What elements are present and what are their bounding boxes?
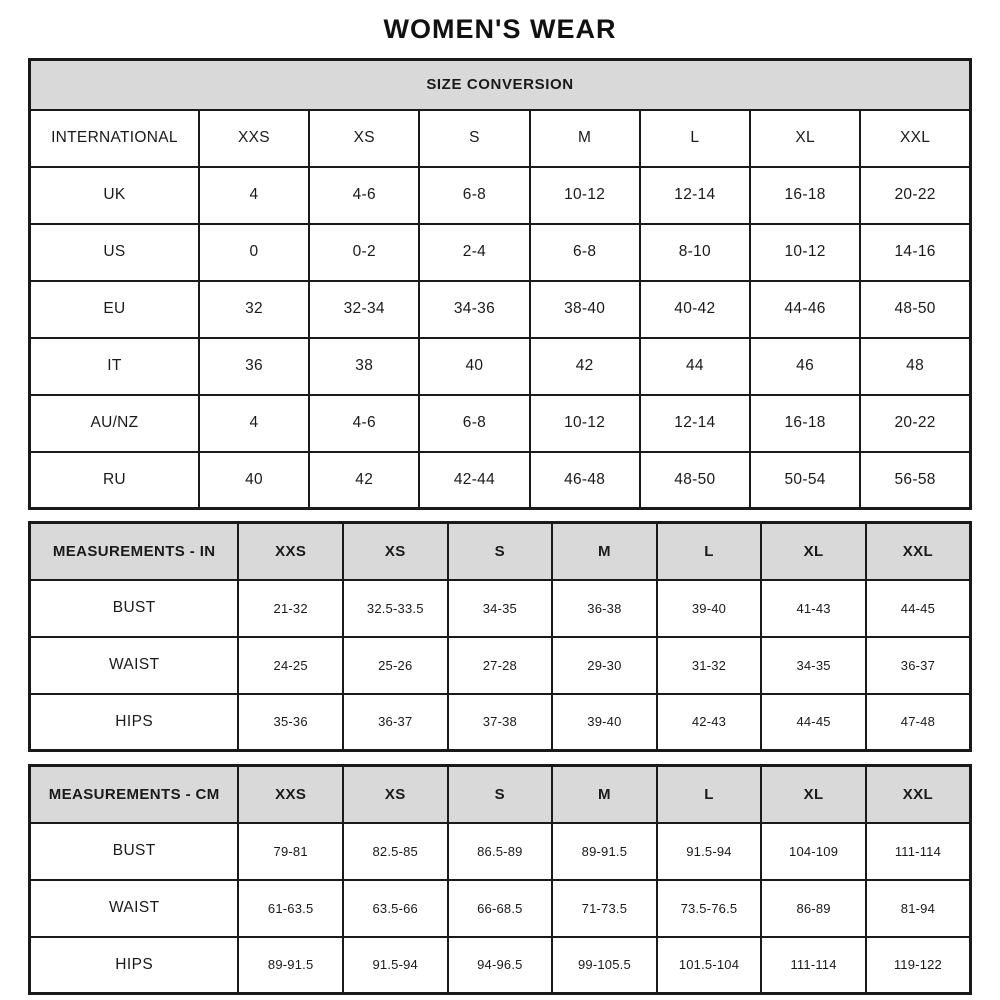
size-cell: 44-46 xyxy=(750,281,860,338)
size-cell: 10-12 xyxy=(530,167,640,224)
measurement-cell: 89-91.5 xyxy=(552,823,657,880)
size-cell: 6-8 xyxy=(419,167,529,224)
size-cell: 14-16 xyxy=(860,224,970,281)
measurement-cell: 101.5-104 xyxy=(657,937,762,994)
measurement-cell: 37-38 xyxy=(448,694,553,751)
measurement-cell: 32.5-33.5 xyxy=(343,580,448,637)
row-label: US xyxy=(30,224,199,281)
size-cell: 44 xyxy=(640,338,750,395)
row-label: IT xyxy=(30,338,199,395)
measurement-cell: 66-68.5 xyxy=(448,880,553,937)
size-cell: 20-22 xyxy=(860,395,970,452)
column-header: XL xyxy=(761,766,866,823)
measurements-in-table xyxy=(28,521,972,752)
measurement-cell: 27-28 xyxy=(448,637,553,694)
table-row xyxy=(30,224,971,281)
measurement-cell: 21-32 xyxy=(238,580,343,637)
size-cell: 0-2 xyxy=(309,224,419,281)
column-header: XXS xyxy=(238,523,343,580)
measurements-cm-table xyxy=(28,764,972,995)
column-header: XL xyxy=(761,523,866,580)
measurement-cell: 71-73.5 xyxy=(552,880,657,937)
measurement-cell: 41-43 xyxy=(761,580,866,637)
row-label: BUST xyxy=(30,823,239,880)
size-cell: XXS xyxy=(199,110,309,167)
size-cell: XL xyxy=(750,110,860,167)
measurement-cell: 91.5-94 xyxy=(657,823,762,880)
size-cell: 20-22 xyxy=(860,167,970,224)
size-cell: 10-12 xyxy=(530,395,640,452)
size-cell: 2-4 xyxy=(419,224,529,281)
measurement-cell: 111-114 xyxy=(761,937,866,994)
size-cell: 38-40 xyxy=(530,281,640,338)
measurement-cell: 89-91.5 xyxy=(238,937,343,994)
size-cell: XXL xyxy=(860,110,970,167)
measurement-cell: 99-105.5 xyxy=(552,937,657,994)
row-label: WAIST xyxy=(30,637,239,694)
table-header-row xyxy=(30,523,971,580)
size-cell: 40 xyxy=(199,452,309,509)
measurement-cell: 36-38 xyxy=(552,580,657,637)
measurements-in-title: MEASUREMENTS - IN xyxy=(30,523,239,580)
measurement-cell: 94-96.5 xyxy=(448,937,553,994)
measurement-cell: 82.5-85 xyxy=(343,823,448,880)
measurement-cell: 24-25 xyxy=(238,637,343,694)
measurement-cell: 86-89 xyxy=(761,880,866,937)
size-cell: XS xyxy=(309,110,419,167)
table-row xyxy=(30,395,971,452)
size-conversion-title: SIZE CONVERSION xyxy=(30,60,971,110)
page-title: WOMEN'S WEAR xyxy=(383,14,617,44)
size-cell: 6-8 xyxy=(419,395,529,452)
measurement-cell: 104-109 xyxy=(761,823,866,880)
table-row xyxy=(30,880,971,937)
size-cell: 56-58 xyxy=(860,452,970,509)
size-cell: 4 xyxy=(199,395,309,452)
measurement-cell: 34-35 xyxy=(761,637,866,694)
measurement-cell: 36-37 xyxy=(343,694,448,751)
table-header-row xyxy=(30,766,971,823)
table-row xyxy=(30,167,971,224)
size-cell: 4-6 xyxy=(309,167,419,224)
size-cell: 32-34 xyxy=(309,281,419,338)
size-conversion-table xyxy=(28,58,972,510)
measurement-cell: 61-63.5 xyxy=(238,880,343,937)
measurement-cell: 81-94 xyxy=(866,880,971,937)
measurement-cell: 73.5-76.5 xyxy=(657,880,762,937)
size-cell: 48-50 xyxy=(640,452,750,509)
size-cell: 12-14 xyxy=(640,167,750,224)
size-cell: 46-48 xyxy=(530,452,640,509)
measurement-cell: 39-40 xyxy=(657,580,762,637)
size-cell: 48-50 xyxy=(860,281,970,338)
measurement-cell: 39-40 xyxy=(552,694,657,751)
table-row xyxy=(30,452,971,509)
table-row xyxy=(30,60,971,110)
size-cell: 6-8 xyxy=(530,224,640,281)
size-cell: 42 xyxy=(530,338,640,395)
row-label: AU/NZ xyxy=(30,395,199,452)
row-label: RU xyxy=(30,452,199,509)
row-label: INTERNATIONAL xyxy=(30,110,199,167)
size-cell: 42 xyxy=(309,452,419,509)
table-row xyxy=(30,637,971,694)
size-cell: 4-6 xyxy=(309,395,419,452)
column-header: XS xyxy=(343,523,448,580)
size-cell: 36 xyxy=(199,338,309,395)
table-row xyxy=(30,110,971,167)
size-cell: 8-10 xyxy=(640,224,750,281)
size-cell: 10-12 xyxy=(750,224,860,281)
size-cell: 38 xyxy=(309,338,419,395)
size-cell: 0 xyxy=(199,224,309,281)
row-label: EU xyxy=(30,281,199,338)
table-row xyxy=(30,338,971,395)
column-header: L xyxy=(657,523,762,580)
row-label: BUST xyxy=(30,580,239,637)
table-row xyxy=(30,580,971,637)
measurement-cell: 91.5-94 xyxy=(343,937,448,994)
row-label: HIPS xyxy=(30,694,239,751)
column-header: XXS xyxy=(238,766,343,823)
measurement-cell: 111-114 xyxy=(866,823,971,880)
column-header: L xyxy=(657,766,762,823)
size-cell: 48 xyxy=(860,338,970,395)
column-header: XS xyxy=(343,766,448,823)
table-row xyxy=(30,694,971,751)
measurement-cell: 34-35 xyxy=(448,580,553,637)
measurement-cell: 119-122 xyxy=(866,937,971,994)
measurement-cell: 44-45 xyxy=(866,580,971,637)
column-header: M xyxy=(552,523,657,580)
measurement-cell: 42-43 xyxy=(657,694,762,751)
size-cell: 50-54 xyxy=(750,452,860,509)
column-header: XXL xyxy=(866,523,971,580)
size-cell: 4 xyxy=(199,167,309,224)
size-cell: 16-18 xyxy=(750,167,860,224)
size-cell: 40-42 xyxy=(640,281,750,338)
measurement-cell: 79-81 xyxy=(238,823,343,880)
size-cell: M xyxy=(530,110,640,167)
column-header: S xyxy=(448,523,553,580)
measurement-cell: 31-32 xyxy=(657,637,762,694)
measurement-cell: 29-30 xyxy=(552,637,657,694)
row-label: HIPS xyxy=(30,937,239,994)
row-label: WAIST xyxy=(30,880,239,937)
size-cell: 42-44 xyxy=(419,452,529,509)
measurement-cell: 35-36 xyxy=(238,694,343,751)
table-row xyxy=(30,281,971,338)
size-cell: 32 xyxy=(199,281,309,338)
column-header: S xyxy=(448,766,553,823)
measurement-cell: 25-26 xyxy=(343,637,448,694)
table-row xyxy=(30,823,971,880)
size-cell: 34-36 xyxy=(419,281,529,338)
size-cell: 46 xyxy=(750,338,860,395)
measurement-cell: 47-48 xyxy=(866,694,971,751)
measurements-cm-title: MEASUREMENTS - CM xyxy=(30,766,239,823)
size-cell: 12-14 xyxy=(640,395,750,452)
size-cell: 40 xyxy=(419,338,529,395)
measurement-cell: 44-45 xyxy=(761,694,866,751)
row-label: UK xyxy=(30,167,199,224)
size-cell: S xyxy=(419,110,529,167)
column-header: XXL xyxy=(866,766,971,823)
measurement-cell: 63.5-66 xyxy=(343,880,448,937)
size-cell: 16-18 xyxy=(750,395,860,452)
size-cell: L xyxy=(640,110,750,167)
column-header: M xyxy=(552,766,657,823)
measurement-cell: 86.5-89 xyxy=(448,823,553,880)
measurement-cell: 36-37 xyxy=(866,637,971,694)
table-row xyxy=(30,937,971,994)
